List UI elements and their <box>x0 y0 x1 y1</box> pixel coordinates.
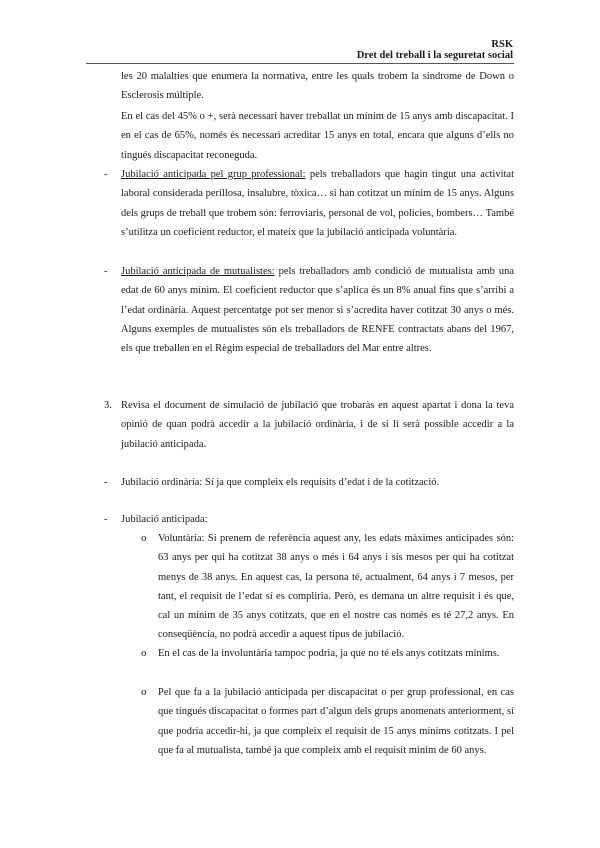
list-item-title: Jubilació anticipada pel grup professional: <box>121 169 306 180</box>
list-item-mutualistes <box>121 262 514 358</box>
question-number: 3. <box>104 400 112 411</box>
bullet-discapacitat: Pel que fa a la jubilació anticipada per discapacitat o per grup professional, en cas que tingués discapacitat o formes part d’algun dels grups anomenats anteriorment, sí que podria accedir-hi, ja que compleix el requisit de 15 anys mínims cotitzats. I pel que fa al mutualista, també ja que compleix amb el requisit mínim de 60 anys. <box>158 687 514 756</box>
list-marker-dash: - <box>104 169 108 180</box>
list-item-text: pels treballadors que hagin tingut una activitat laboral considerada perillosa, insalubre, tòxica… si han cotitzat un mínim de 15 anys. Alguns dels grups de treball que trobem són: ferroviaris, personal de vol, policies, bombers… També s’utilitza un coeficient reductor, el mateix que la jubilació anticipada voluntària. <box>121 169 514 238</box>
bullet-marker: o <box>141 532 147 544</box>
list-marker-dash: - <box>104 266 108 277</box>
list-marker-dash: - <box>104 514 108 525</box>
header-initials: RSK <box>491 39 513 50</box>
bullet-marker: o <box>141 686 147 698</box>
bullet-involuntaria: En el cas de la involuntària tampoc podria, ja que no té els anys cotitzats mínims. <box>158 648 500 659</box>
header-rule <box>86 63 514 64</box>
list-item-grup-professional <box>121 165 514 242</box>
answer-anticipada: Jubilació anticipada: <box>121 514 208 525</box>
bullet-marker: o <box>141 647 147 659</box>
continuation-paragraph-2: En el cas del 45% o +, serà necessari haver treballat un mínim de 15 anys amb discapacitat. I en el cas de 65%, només és necessari acreditar 15 anys en total, encara que alguns d’ells no tingués discapacitat reconeguda. <box>121 111 514 161</box>
list-item-title: Jubilació anticipada de mutualistes: <box>121 266 275 277</box>
bullet-voluntaria: Voluntària: Si prenem de referència aquest any, les edats màximes anticipades són: 63 anys per qui ha cotitzat 38 anys o més i 64 anys i sis mesos per qui ha cotitzat menys de 38 anys. En aquest cas, la persona té, actualment, 64 anys i 7 mesos, per tant, el requisit de l’edat sí es compliria. Però, es demana un altre requisit i és que, cal un mínim de 35 anys cotitzats, que en el nostre cas només es té 27,2 anys. En conseqüència, no podrà accedir a aquest tipus de jubilació. <box>158 533 514 641</box>
header-subject: Dret del treball i la seguretat social <box>356 50 513 61</box>
answer-ordinaria: Jubilació ordinària: Sí ja que compleix els requisits d’edat i de la cotització. <box>121 477 440 488</box>
list-marker-dash: - <box>104 477 108 488</box>
question-text: Revisa el document de simulació de jubilació que trobaràs en aquest apartat i dona la teva opinió de quan podrà accedir a la jubilació ordinària, i de si li serà possible accedir a la jubilació anticipada. <box>121 400 514 450</box>
list-item-text: pels treballadors amb condició de mutualista amb una edat de 60 anys mínim. El coeficient reductor que s’aplica és un 8% anual fins que s’arribi a l’edat ordinària. Aquest percentatge pot ser menor si s’acredita haver cotitzat 30 anys o més. Alguns exemples de mutualistes són els treballadors de RENFE contractats abans del 1967, els que treballen en el Règim especial de treballadors del Mar entre altres. <box>121 266 514 355</box>
continuation-paragraph-1: les 20 malalties que enumera la normativa, entre les quals trobem la síndrome de Down o Esclerosis múltiple. <box>121 71 514 102</box>
